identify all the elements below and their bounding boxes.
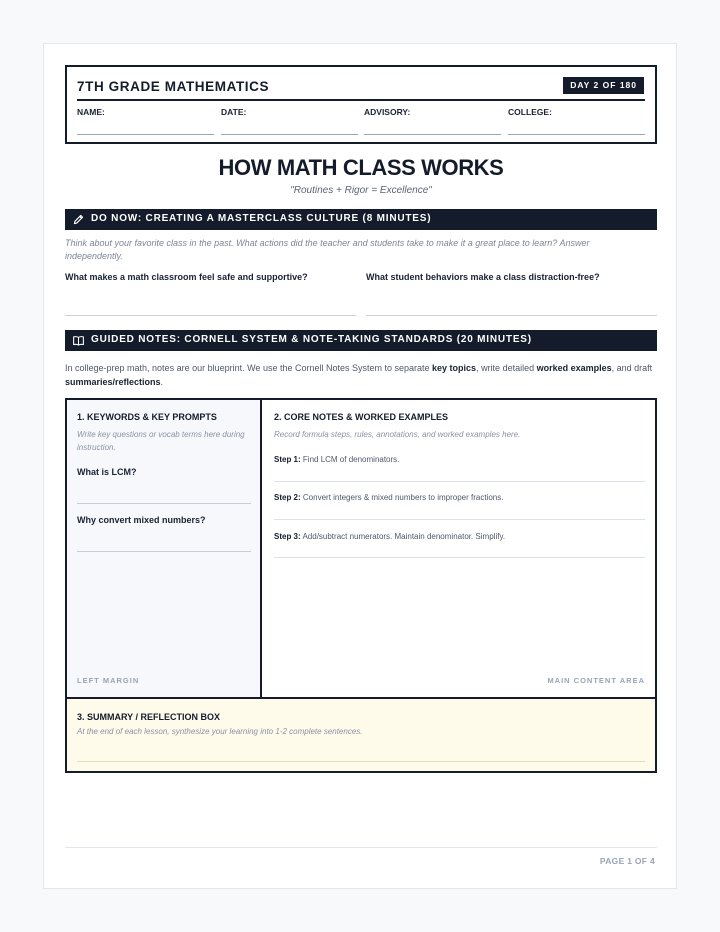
question-distraction-free: What student behaviors make a class distraction-free? <box>366 272 600 282</box>
core-notes-instructions: Record formula steps, rules, annotations, and worked examples here. <box>274 430 521 439</box>
college-line <box>508 134 645 135</box>
step-2: Step 2: Convert integers & mixed numbers to improper fractions. <box>274 493 504 502</box>
date-line <box>221 134 358 135</box>
core-notes-heading: 2. CORE NOTES & WORKED EXAMPLES <box>274 412 449 422</box>
college-label: COLLEGE: <box>508 107 552 117</box>
answer-line-1[interactable] <box>65 315 356 316</box>
footer-divider <box>65 847 657 848</box>
main-content-label: MAIN CONTENT AREA <box>547 676 645 685</box>
name-line <box>77 134 214 135</box>
pencil-icon <box>72 213 85 226</box>
course-title: 7TH GRADE MATHEMATICS <box>77 79 270 94</box>
advisory-line <box>364 134 501 135</box>
step-divider-3 <box>274 557 645 558</box>
page-subtitle: "Routines + Rigor = Excellence" <box>290 185 432 196</box>
college-field[interactable] <box>508 107 645 135</box>
header-divider <box>77 99 645 101</box>
header-box <box>65 65 657 144</box>
summary-answer-line[interactable] <box>77 761 645 762</box>
page-title: HOW MATH CLASS WORKS <box>218 155 504 180</box>
page-number: PAGE 1 OF 4 <box>599 856 655 866</box>
advisory-label: ADVISORY: <box>364 107 411 117</box>
worksheet-page <box>43 43 677 889</box>
keywords-column <box>67 400 262 697</box>
day-badge: DAY 2 OF 180 <box>563 77 644 94</box>
do-now-instructions: Think about your favorite class in the past. What actions did the teacher and students take to make it a great place to learn? Answer independently. <box>65 238 590 261</box>
keywords-instructions: Write key questions or vocab terms here during instruction. <box>77 430 245 452</box>
do-now-heading: DO NOW: CREATING A MASTERCLASS CULTURE (8 MINUTES) <box>91 213 432 224</box>
step-3: Step 3: Add/subtract numerators. Maintain denominator. Simplify. <box>274 532 506 541</box>
answer-line-2[interactable] <box>366 315 657 316</box>
left-margin-label: LEFT MARGIN <box>77 676 140 685</box>
name-label: NAME: <box>77 107 105 117</box>
step-divider-1 <box>274 481 645 482</box>
prompt-answer-line-2[interactable] <box>77 551 251 552</box>
name-field[interactable] <box>77 107 214 135</box>
summary-heading: 3. SUMMARY / REFLECTION BOX <box>77 712 221 722</box>
keywords-heading: 1. KEYWORDS & KEY PROMPTS <box>77 412 217 422</box>
prompt-mixed-numbers: Why convert mixed numbers? <box>77 515 206 525</box>
guided-notes-intro: In college-prep math, notes are our blueprint. We use the Cornell Notes System to separate key topics, write detailed worked examples, and draft summaries/reflections. <box>65 363 653 387</box>
prompt-answer-line-1[interactable] <box>77 503 251 504</box>
step-divider-2 <box>274 519 645 520</box>
do-now-bar <box>65 209 657 230</box>
core-notes-column <box>264 400 655 697</box>
guided-notes-heading: GUIDED NOTES: CORNELL SYSTEM & NOTE-TAKING STANDARDS (20 MINUTES) <box>91 334 532 345</box>
summary-box <box>67 697 655 771</box>
date-field[interactable] <box>221 107 358 135</box>
summary-instructions: At the end of each lesson, synthesize your learning into 1-2 complete sentences. <box>77 727 363 736</box>
step-1: Step 1: Find LCM of denominators. <box>274 455 400 464</box>
date-label: DATE: <box>221 107 247 117</box>
cornell-notes-box <box>65 398 657 773</box>
book-icon <box>72 334 85 347</box>
prompt-lcm: What is LCM? <box>77 467 137 477</box>
advisory-field[interactable] <box>364 107 501 135</box>
guided-notes-bar <box>65 330 657 351</box>
question-safe-supportive: What makes a math classroom feel safe and supportive? <box>65 272 308 282</box>
